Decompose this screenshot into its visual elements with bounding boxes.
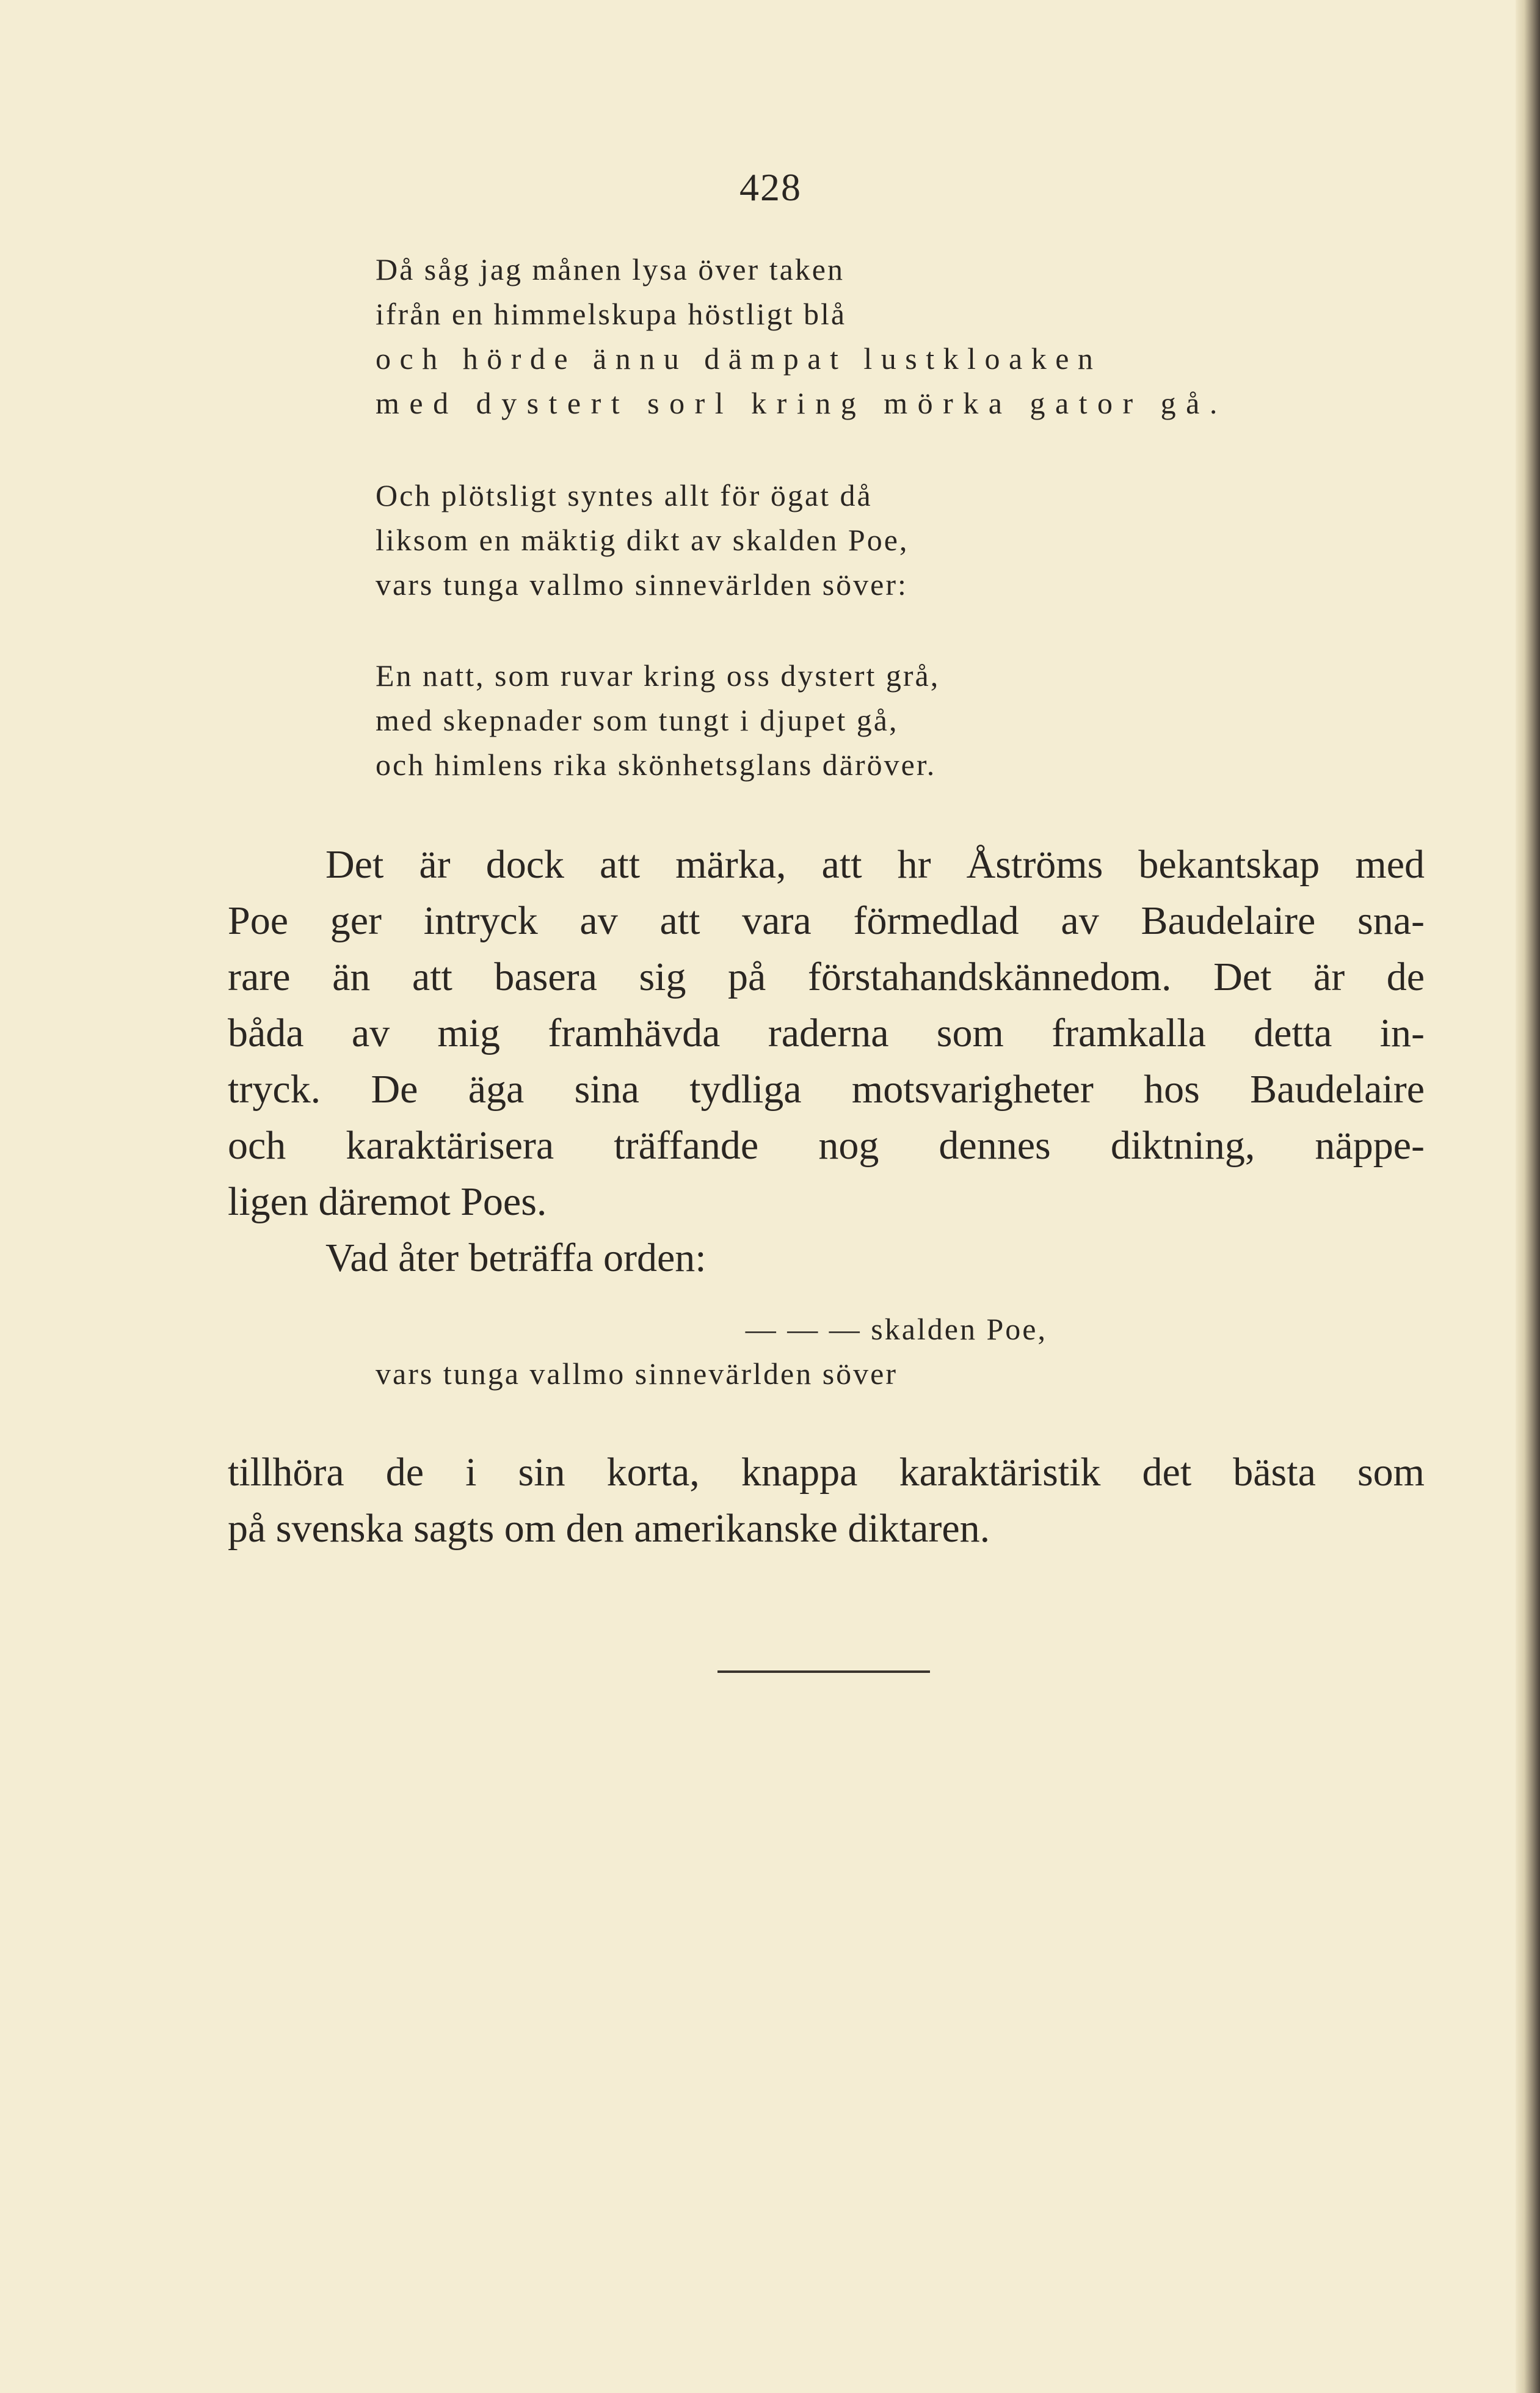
page-number: 428 — [739, 166, 802, 209]
prose-line: på svenska sagts om den amerikanske diktaren. — [228, 1506, 990, 1551]
verse-line: liksom en mäktig dikt av skalden Poe, — [376, 523, 909, 557]
verse-line: med dystert sorl kring mörka gator gå. — [376, 386, 1227, 420]
prose-line: Det är dock att märka, att hr Åströms bekantskap med — [325, 842, 1425, 887]
prose-line: tillhöra de i sin korta, knappa karaktäristik det bästa som — [228, 1450, 1425, 1495]
verse-line: Och plötsligt syntes allt för ögat då — [376, 478, 873, 512]
prose-line: och karaktärisera träffande nog dennes diktning, näppe- — [228, 1123, 1425, 1168]
prose-line: rare än att basera sig på förstahandskännedom. Det är de — [228, 955, 1425, 999]
prose-line: tryck. De äga sina tydliga motsvarigheter hos Baudelaire — [228, 1067, 1425, 1112]
verse-line: och himlens rika skönhetsglans däröver. — [376, 748, 937, 782]
verse-line: Då såg jag månen lysa över taken — [376, 252, 844, 286]
quote-line: — — — skalden Poe, — [745, 1312, 1047, 1346]
verse-line: och hörde ännu dämpat lustkloaken — [376, 341, 1102, 376]
body-paragraph-3 — [228, 1444, 1425, 1557]
quote-block — [376, 1307, 1047, 1396]
quote-line: vars tunga vallmo sinnevärlden söver — [376, 1357, 898, 1391]
page-edge-shadow — [1516, 0, 1540, 2393]
verse-line: En natt, som ruvar kring oss dystert grå, — [376, 658, 940, 693]
verse-stanza-1 — [376, 247, 1227, 426]
verse-line: vars tunga vallmo sinnevärlden söver: — [376, 567, 908, 602]
prose-line: ligen däremot Poes. — [228, 1179, 547, 1224]
verse-stanza-2 — [376, 473, 909, 607]
body-paragraph-1 — [228, 837, 1425, 1286]
prose-line: båda av mig framhävda raderna som framkalla detta in- — [228, 1011, 1425, 1055]
verse-line: ifrån en himmelskupa höstligt blå — [376, 297, 847, 331]
section-divider-rule — [717, 1670, 930, 1673]
verse-stanza-3 — [376, 654, 940, 787]
body-paragraph-2: Vad åter beträffa orden: — [325, 1236, 706, 1280]
prose-line: Poe ger intryck av att vara förmedlad av Baudelaire sna- — [228, 898, 1425, 943]
verse-line: med skepnader som tungt i djupet gå, — [376, 703, 899, 737]
